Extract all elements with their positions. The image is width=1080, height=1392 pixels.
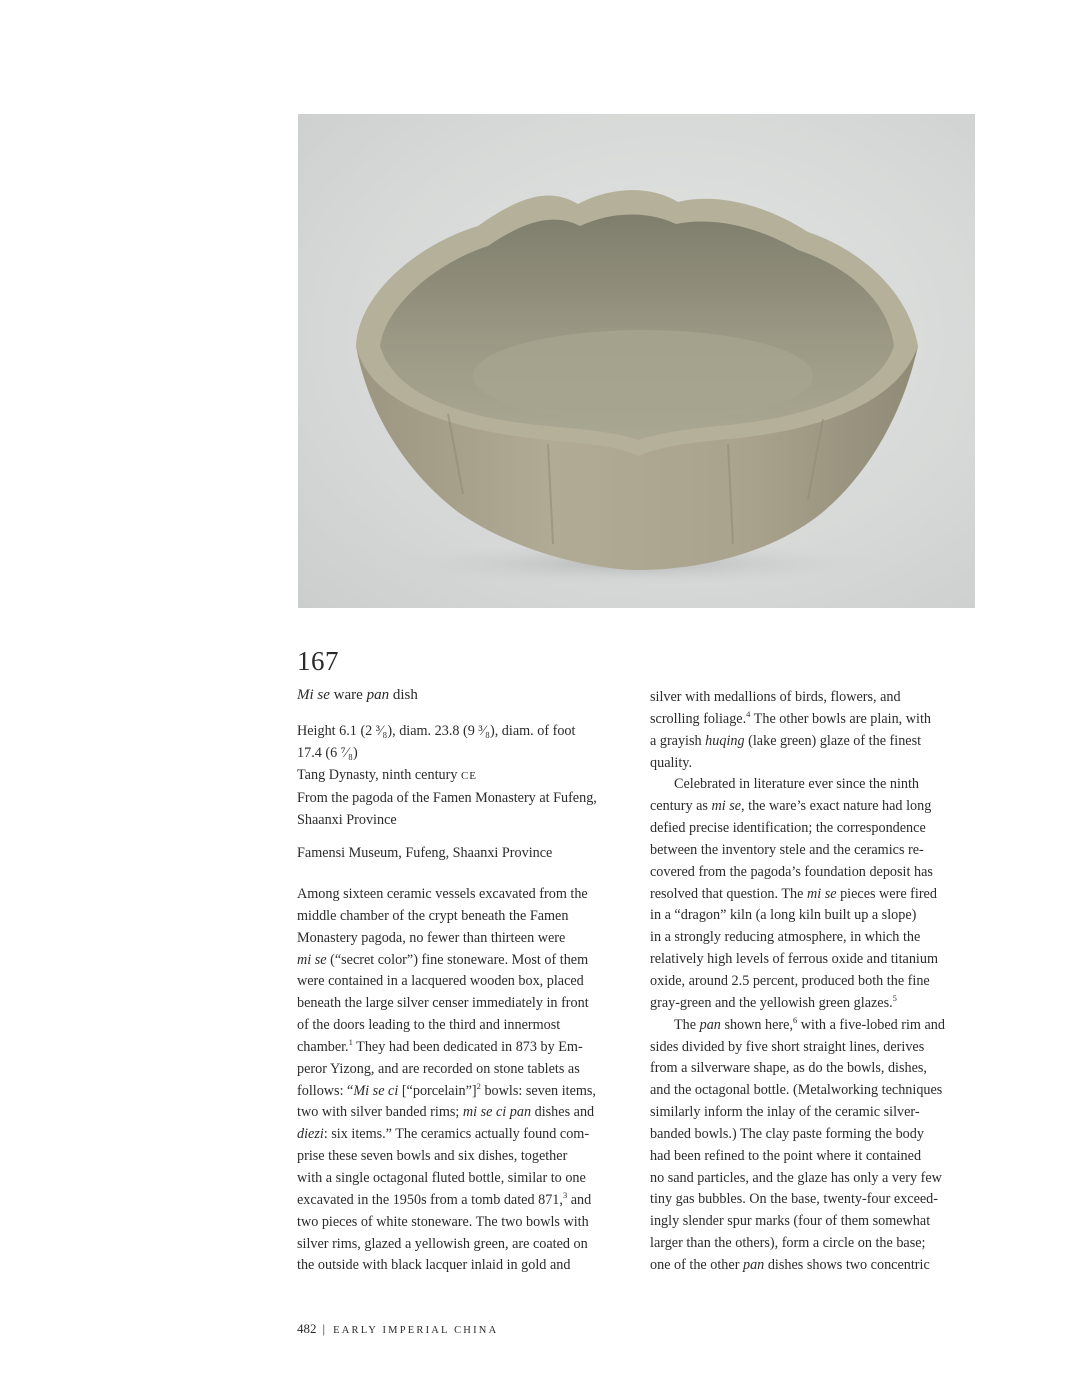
text-line: of the doors leading to the third and innermost [297, 1017, 561, 1034]
text-line: quality. [650, 754, 693, 771]
provenance-line: Shaanxi Province [297, 812, 397, 828]
text-line: excavated in the 1950s from a tomb dated 871,$^3$ and [297, 1189, 592, 1208]
text-line: covered from the pagoda’s foundation deposit has [650, 863, 933, 880]
provenance-line: From the pagoda of the Famen Monastery at Fufeng, [297, 790, 597, 806]
text-line: Monastery pagoda, no fewer than thirteen were [297, 929, 566, 946]
body-text-left-column [297, 884, 627, 1277]
text-line: resolved that question. The mi se pieces were fired [650, 885, 937, 902]
text-line: no sand particles, and the glaze has only a very few [650, 1169, 942, 1186]
text-line: one of the other pan dishes shows two concentric [650, 1256, 930, 1273]
text-line: were contained in a lacquered wooden box, placed [297, 973, 584, 990]
text-line: tiny gas bubbles. On the base, twenty-four exceed- [650, 1191, 938, 1208]
text-line: had been refined to the point where it contained [650, 1147, 922, 1164]
separator: | [322, 1321, 326, 1336]
text-line: relatively high levels of ferrous oxide and titanium [650, 951, 939, 968]
object-metadata [297, 720, 627, 864]
text-line: with a single octagonal fluted bottle, similar to one [297, 1169, 586, 1186]
text-line: similarly inform the inlay of the ceramic silver- [650, 1104, 920, 1121]
text-line: ingly slender spur marks (four of them somewhat [650, 1213, 931, 1230]
text-line: a grayish huqing (lake green) glaze of the finest [650, 732, 922, 749]
text-line: scrolling foliage.$^4$ The other bowls are plain, with [650, 708, 931, 727]
body-text-right-column [650, 687, 970, 1277]
text-line: mi se (“secret color”) fine stoneware. Most of them [297, 951, 589, 968]
text-line: and the octagonal bottle. (Metalworking techniques [650, 1082, 943, 1099]
text-line: two with silver banded rims; mi se ci pan dishes and [297, 1104, 595, 1121]
text-line: chamber.$^1$ They had been dedicated in 873 by Em- [297, 1036, 583, 1055]
text-line: oxide, around 2.5 percent, produced both the fine [650, 972, 930, 989]
text-line: between the inventory stele and the ceramics re- [650, 841, 924, 858]
text-line: beneath the large silver censer immediately in front [297, 995, 589, 1012]
text-line: larger than the others), form a circle on the base; [650, 1235, 926, 1252]
collection-line: Famensi Museum, Fufeng, Shaanxi Province [297, 845, 553, 861]
lobed-dish-image [298, 114, 975, 608]
text-line: from a silverware shape, as do the bowls, dishes, [650, 1060, 927, 1077]
text-line: silver with medallions of birds, flowers, and [650, 689, 901, 705]
text-line: defied precise identification; the correspondence [650, 820, 926, 837]
text-line: middle chamber of the crypt beneath the Famen [297, 907, 569, 924]
object-title: Mi se ware pan dish [297, 687, 418, 703]
text-line: Celebrated in literature ever since the ninth [674, 776, 920, 793]
text-line: follows: “Mi se ci [“porcelain”]$^2$ bowls: seven items, [297, 1080, 596, 1099]
text-line: the outside with black lacquer inlaid in gold and [297, 1257, 571, 1274]
text-line: gray-green and the yellowish green glazes.$^5$ [650, 992, 897, 1011]
page-footer [297, 1321, 498, 1337]
dimensions-line: 17.4 (6 ⁷⁄₈) [297, 745, 358, 761]
running-title: EARLY IMPERIAL CHINA [333, 1325, 499, 1336]
page-number: 482 [297, 1321, 317, 1336]
text-line: in a strongly reducing atmosphere, in which the [650, 929, 921, 946]
dimensions-line: Height 6.1 (2 ³⁄₈), diam. 23.8 (9 ³⁄₈), diam. of foot [297, 723, 576, 739]
text-line: banded bowls.) The clay paste forming the body [650, 1125, 924, 1142]
catalogue-number: 167 [297, 646, 339, 676]
text-line: sides divided by five short straight lines, derives [650, 1038, 925, 1055]
text-line: diezi: six items.” The ceramics actually found com- [297, 1126, 590, 1143]
text-line: peror Yizong, and are recorded on stone tablets as [297, 1060, 580, 1077]
text-line: prise these seven bowls and six dishes, together [297, 1148, 568, 1165]
text-line: century as mi se, the ware’s exact nature had long [650, 798, 932, 815]
text-line: two pieces of white stoneware. The two bowls with [297, 1213, 589, 1230]
object-photograph [298, 114, 975, 608]
text-line: silver rims, glazed a yellowish green, are coated on [297, 1235, 588, 1252]
text-line: Among sixteen ceramic vessels excavated from the [297, 886, 588, 902]
text-line: The pan shown here,$^6$ with a five-lobed rim and [674, 1014, 945, 1033]
date-line: Tang Dynasty, ninth century CE [297, 767, 478, 783]
text-line: in a “dragon” kiln (a long kiln built up a slope) [650, 907, 917, 924]
